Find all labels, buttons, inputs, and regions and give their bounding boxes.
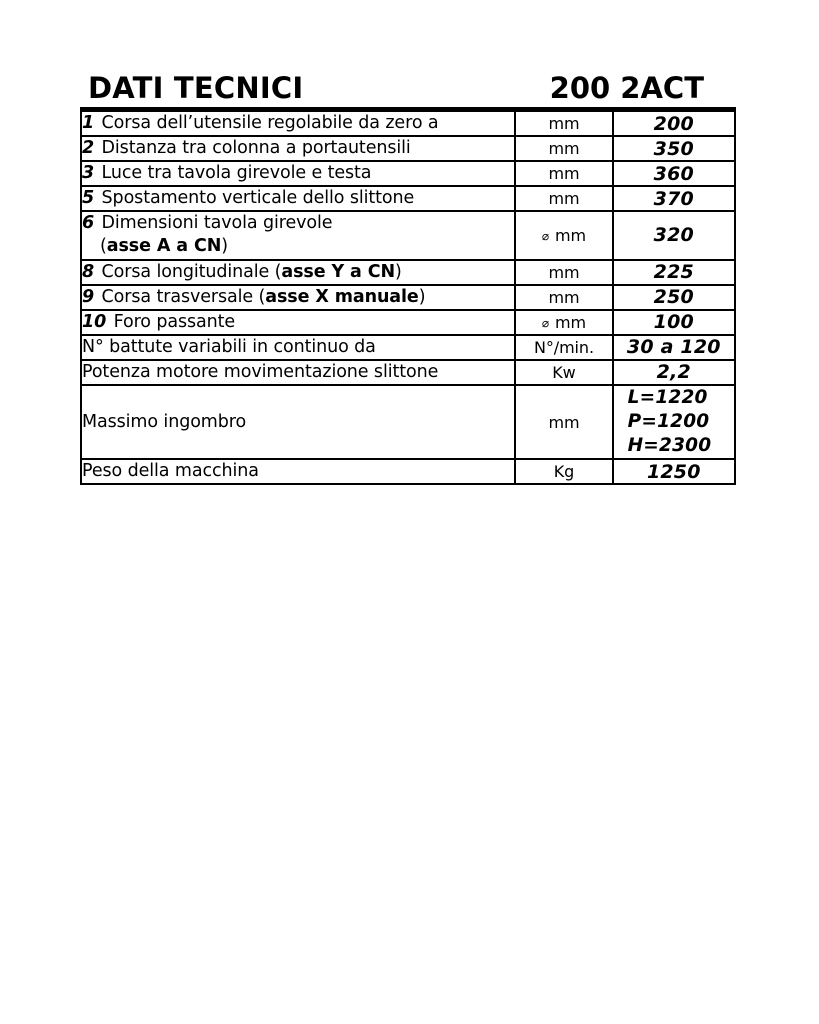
spec-value-text: 30 a 120: [626, 336, 721, 359]
table-row: [81, 335, 735, 360]
diameter-icon: ⌀: [541, 315, 550, 330]
spec-value-cell: [613, 110, 735, 137]
spec-value-cell: [613, 335, 735, 360]
spec-description-text: Luce tra tavola girevole e testa: [101, 163, 372, 184]
spec-value-text: 360: [653, 162, 694, 185]
spec-description-cell: [81, 360, 515, 385]
spec-description-text: Foro passante: [113, 311, 236, 332]
spec-value-line: L=1220: [627, 387, 708, 409]
spec-value-text: 2,2: [656, 361, 691, 384]
spec-value-text: 370: [653, 187, 694, 210]
spec-value-cell: [613, 360, 735, 385]
sheet-header: [80, 71, 736, 107]
spec-unit-cell: [515, 211, 612, 259]
spec-description-cell: 8 Corsa longitudinale (asse Y a CN): [81, 260, 515, 285]
spec-value-cell: [613, 285, 735, 310]
spec-unit-cell: [515, 285, 612, 310]
spec-unit-cell: [515, 260, 612, 285]
spec-value-line: P=1200: [627, 411, 710, 433]
spec-value-cell: [613, 385, 735, 459]
table-row: [81, 285, 735, 310]
spec-row-number: 6: [82, 213, 95, 234]
page-title: DATI TECNICI: [88, 71, 304, 105]
table-row: [81, 310, 735, 335]
spec-value-cell: [613, 260, 735, 285]
spec-value-text: 1250: [646, 460, 701, 483]
spec-unit-cell: [515, 186, 612, 211]
specifications-body: [81, 110, 735, 485]
table-row: [81, 459, 735, 484]
spec-unit-text: mm: [548, 287, 580, 307]
table-row: [81, 260, 735, 285]
table-row: [81, 186, 735, 211]
spec-unit-text: mm: [548, 139, 580, 159]
spec-unit-text: mm: [555, 312, 587, 332]
spec-description-cell: [81, 110, 515, 137]
spec-description-cell: [81, 136, 515, 161]
spec-unit-cell: [515, 335, 612, 360]
spec-description-cell: [81, 186, 515, 211]
table-row: [81, 385, 735, 459]
spec-description-text: Potenza motore movimentazione slittone: [82, 361, 439, 382]
spec-value-text: 225: [653, 261, 694, 284]
spec-value-cell: [613, 310, 735, 335]
spec-description-cell: [81, 459, 515, 484]
spec-description-text: Spostamento verticale dello slittone: [101, 188, 415, 209]
spec-unit-cell: [515, 136, 612, 161]
spec-description-emphasis: asse Y a CN: [281, 261, 396, 282]
spec-description-line2: (asse A a CN): [100, 236, 228, 257]
spec-description-cell: 9 Corsa trasversale (asse X manuale): [81, 285, 515, 310]
spec-unit-text: mm: [548, 114, 580, 134]
spec-value-text: 350: [653, 137, 694, 160]
spec-row-number: 2: [82, 138, 95, 159]
spec-description-text: N° battute variabili in continuo da: [82, 336, 376, 357]
table-row: [81, 136, 735, 161]
spec-unit-cell: [515, 310, 612, 335]
spec-description-cell: [81, 161, 515, 186]
spec-value-cell: [613, 459, 735, 484]
table-row: [81, 161, 735, 186]
spec-description-cell: [81, 310, 515, 335]
spec-unit-cell: [515, 385, 612, 459]
spec-row-number: 3: [82, 163, 95, 184]
spec-description-cell: [81, 385, 515, 459]
spec-description-text: Massimo ingombro: [82, 411, 247, 432]
spec-row-number: 8: [82, 261, 95, 282]
spec-description-emphasis: asse X manuale: [265, 286, 419, 307]
spec-unit-text: mm: [548, 262, 580, 282]
table-row: [81, 110, 735, 137]
spec-unit-cell: [515, 161, 612, 186]
model-designation: 200 2ACT: [549, 71, 704, 105]
spec-description-cell: [81, 335, 515, 360]
spec-description-line2-emphasis: asse A a CN: [106, 236, 222, 257]
spec-value-cell: [613, 136, 735, 161]
spec-unit-text: Kw: [552, 362, 576, 382]
spec-value-text: 250: [653, 286, 694, 309]
spec-unit-text: mm: [548, 412, 580, 432]
table-row: [81, 211, 735, 259]
spec-row-number: 9: [82, 286, 95, 307]
spec-unit-cell: [515, 110, 612, 137]
specifications-table: [80, 107, 736, 485]
spec-value-cell: [613, 211, 735, 259]
spec-unit-text: Kg: [553, 462, 575, 482]
technical-data-sheet: [80, 71, 736, 485]
spec-description-text: Distanza tra colonna a portautensili: [101, 138, 411, 159]
spec-value-line: H=2300: [627, 435, 712, 457]
spec-description-text: Peso della macchina: [82, 461, 259, 482]
diameter-icon: ⌀: [541, 228, 550, 243]
spec-row-number: 5: [82, 188, 95, 209]
spec-value-cell: [613, 186, 735, 211]
spec-description-text: Corsa dell’utensile regolabile da zero a: [101, 113, 439, 133]
spec-unit-cell: [515, 459, 612, 484]
spec-unit-text: mm: [548, 164, 580, 184]
table-row: [81, 360, 735, 385]
spec-description-text: Dimensioni tavola girevole: [101, 213, 333, 234]
spec-unit-cell: [515, 360, 612, 385]
spec-value-text: 320: [653, 224, 694, 247]
spec-value-text: 100: [653, 311, 694, 334]
spec-unit-text: mm: [548, 189, 580, 209]
spec-value-cell: [613, 161, 735, 186]
spec-description-cell: [81, 211, 515, 259]
spec-row-number: 10: [82, 311, 107, 332]
spec-value-text: 200: [653, 112, 694, 135]
spec-unit-text: mm: [555, 225, 587, 245]
spec-row-number: 1: [82, 113, 95, 133]
spec-unit-text: N°/min.: [534, 337, 594, 357]
